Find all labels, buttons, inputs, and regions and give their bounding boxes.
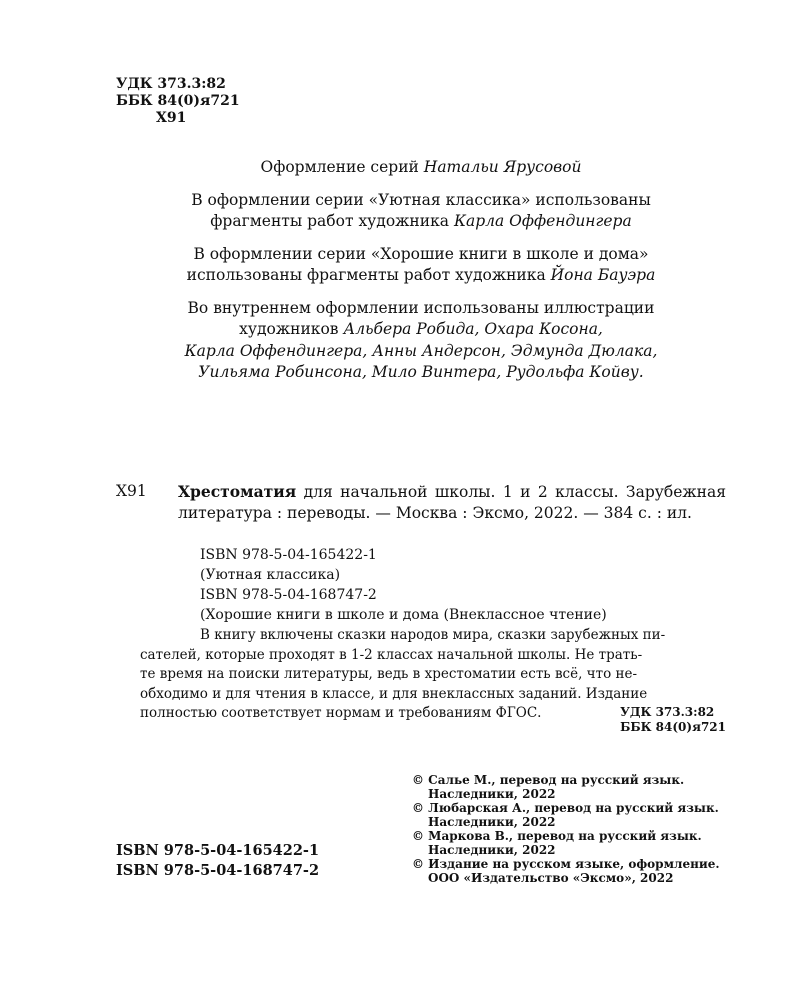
series-design-credit bbox=[116, 157, 726, 179]
copyright-line: © Маркова В., перевод на русский язык. bbox=[412, 829, 702, 843]
copyright-item bbox=[412, 857, 720, 885]
classification-bottom bbox=[620, 705, 726, 735]
annotation-line: полностью соответствует нормам и требованиям ФГОС. bbox=[140, 705, 542, 721]
copyright-item bbox=[412, 829, 720, 857]
copyright-holder: Наследники, 2022 bbox=[428, 843, 556, 857]
good-books-credit bbox=[116, 244, 726, 287]
isbn-footer bbox=[116, 841, 319, 881]
isbn-series-list bbox=[200, 545, 607, 625]
entry-details: для начальной школы. 1 и 2 классы. Зарубежная литература : переводы. — Москва : Эксмо, 2022. — 384 с. : ил. bbox=[178, 483, 726, 522]
copyright-line: © Любарская А., перевод на русский язык. bbox=[412, 801, 719, 815]
copyright-line: © Издание на русском языке, оформление. bbox=[412, 857, 720, 871]
isbn-line: ISBN 978-5-04-168747-2 bbox=[200, 587, 377, 603]
copyright-item bbox=[412, 773, 720, 801]
credit-text: художников bbox=[239, 320, 344, 338]
book-title: Хрестоматия bbox=[178, 482, 297, 501]
bbk-code: ББК 84(0)я721 bbox=[620, 720, 726, 734]
design-credits bbox=[116, 157, 726, 395]
credit-text: фрагменты работ художника bbox=[210, 212, 454, 230]
credit-artist-name: Натальи Ярусовой bbox=[423, 158, 582, 176]
isbn-line: ISBN 978-5-04-165422-1 bbox=[200, 547, 377, 563]
series-name: (Хорошие книги в школе и дома (Внеклассное чтение) bbox=[200, 607, 607, 623]
udk-code: УДК 373.3:82 bbox=[620, 705, 715, 719]
credit-text: В оформлении серии «Хорошие книги в школе и дома» bbox=[193, 244, 649, 263]
author-mark: Х91 bbox=[156, 110, 187, 126]
credit-text: Оформление серий bbox=[260, 158, 424, 176]
copyright-block bbox=[412, 773, 720, 885]
credit-artist-name: Карла Оффендингера bbox=[453, 212, 632, 230]
isbn-line: ISBN 978-5-04-165422-1 bbox=[116, 842, 320, 859]
credit-text: использованы фрагменты работ художника bbox=[186, 266, 551, 284]
annotation-line: В книгу включены сказки народов мира, сказки зарубежных пи- bbox=[200, 627, 666, 643]
series-name: (Уютная классика) bbox=[200, 567, 341, 583]
entry-code: Х91 bbox=[116, 482, 147, 500]
udk-code: УДК 373.3:82 bbox=[116, 76, 226, 92]
credit-artist-name: Уильяма Робинсона, Мило Винтера, Рудольфа Койву. bbox=[198, 363, 644, 381]
annotation-line: обходимо и для чтения в классе, и для внеклассных заданий. Издание bbox=[140, 685, 648, 702]
bibliographic-entry bbox=[116, 481, 726, 524]
entry-description bbox=[178, 481, 726, 524]
copyright-holder: ООО «Издательство «Эксмо», 2022 bbox=[428, 871, 674, 885]
copyright-holder: Наследники, 2022 bbox=[428, 787, 556, 801]
copyright-item bbox=[412, 801, 720, 829]
inner-illustrations-credit bbox=[116, 298, 726, 384]
annotation-line: те время на поиски литературы, ведь в хрестоматии есть всё, что не- bbox=[140, 666, 638, 682]
isbn-line: ISBN 978-5-04-168747-2 bbox=[116, 862, 320, 879]
classification-block bbox=[116, 76, 240, 127]
cozy-classics-credit bbox=[116, 190, 726, 233]
annotation-line: сателей, которые проходят в 1-2 классах начальной школы. Не трать- bbox=[140, 646, 643, 663]
credit-artist-name: Йона Бауэра bbox=[550, 266, 656, 284]
copyright-holder: Наследники, 2022 bbox=[428, 815, 556, 829]
credit-text: В оформлении серии «Уютная классика» использованы bbox=[191, 190, 651, 209]
copyright-line: © Салье М., перевод на русский язык. bbox=[412, 773, 685, 787]
credit-artist-name: Карла Оффендингера, Анны Андерсон, Эдмунда Дюлака, bbox=[184, 341, 658, 360]
credit-artist-name: Альбера Робида, Охара Косона, bbox=[343, 320, 603, 338]
credit-text: Во внутреннем оформлении использованы иллюстрации bbox=[187, 298, 655, 317]
bbk-code: ББК 84(0)я721 bbox=[116, 93, 240, 109]
